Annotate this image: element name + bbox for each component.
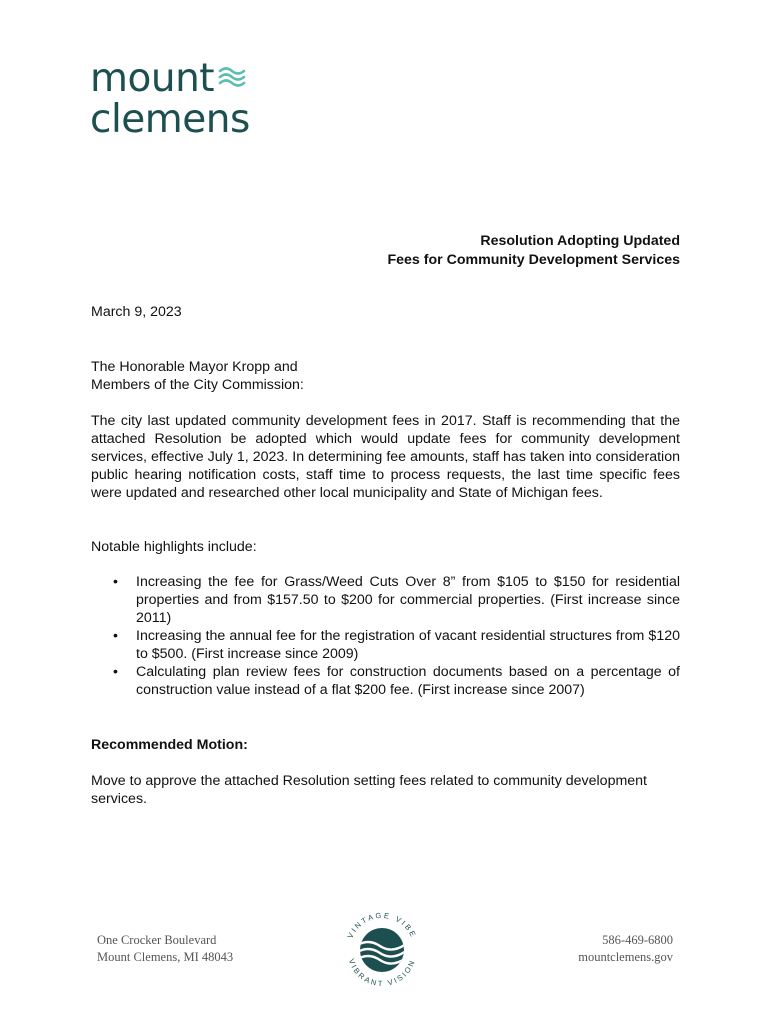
footer-address [97, 932, 233, 966]
subject-heading [387, 232, 680, 270]
subject-line-1: Resolution Adopting Updated [480, 233, 680, 249]
bullet-icon: • [113, 664, 118, 680]
recommended-motion-text: Move to approve the attached Resolution setting fees related to community development services. [91, 773, 648, 807]
bullet-icon: • [113, 628, 118, 644]
highlights-list [91, 573, 680, 699]
wave-icon [218, 64, 250, 90]
letter-date: March 9, 2023 [91, 304, 182, 320]
recommended-motion-heading: Recommended Motion: [91, 737, 248, 753]
footer-phone: 586-469-6800 [602, 933, 673, 947]
logo-text-clemens: clemens [90, 97, 250, 142]
highlights-intro: Notable highlights include: [91, 539, 257, 555]
list-item-text: Calculating plan review fees for construction documents based on a percentage of construction value instead of a flat $200 fee. (First increase since 2007) [136, 664, 680, 698]
address-line-2: Mount Clemens, MI 48043 [97, 950, 234, 964]
list-item-text: Increasing the fee for Grass/Weed Cuts Over 8” from $105 to $150 for residential properties and from $157.50 to $200 for commercial properties. (First increase since 2011) [136, 574, 680, 626]
list-item [91, 627, 680, 663]
bullet-icon: • [113, 574, 118, 590]
seal-bottom-text: VIBRANT VISION [346, 957, 418, 989]
seal-top-text: VINTAGE VIBE [345, 910, 419, 940]
list-item [91, 663, 680, 699]
salutation-line-1: The Honorable Mayor Kropp and [91, 359, 298, 375]
salutation-line-2: Members of the City Commission: [91, 377, 304, 393]
footer-website[interactable]: mountclemens.gov [578, 950, 673, 964]
list-item [91, 573, 680, 627]
list-item-text: Increasing the annual fee for the registration of vacant residential structures from $120 to $500. (First increase since 2009) [136, 628, 680, 662]
logo-text-mount: mount [90, 56, 215, 101]
salutation [91, 358, 304, 394]
city-seal-icon [340, 908, 424, 992]
mount-clemens-logo [90, 58, 290, 148]
intro-paragraph: The city last updated community development fees in 2017. Staff is recommending that the attached Resolution be adopted which would update fees for community development services, effective July 1, 2023. In determining fee amounts, staff has taken into consideration public hearing notification costs, staff time to process requests, the last time specific fees were updated and researched other local municipality and State of Michigan fees. [91, 413, 680, 501]
address-line-1: One Crocker Boulevard [97, 933, 217, 947]
subject-line-2: Fees for Community Development Services [387, 252, 680, 268]
footer-contact [578, 932, 673, 966]
